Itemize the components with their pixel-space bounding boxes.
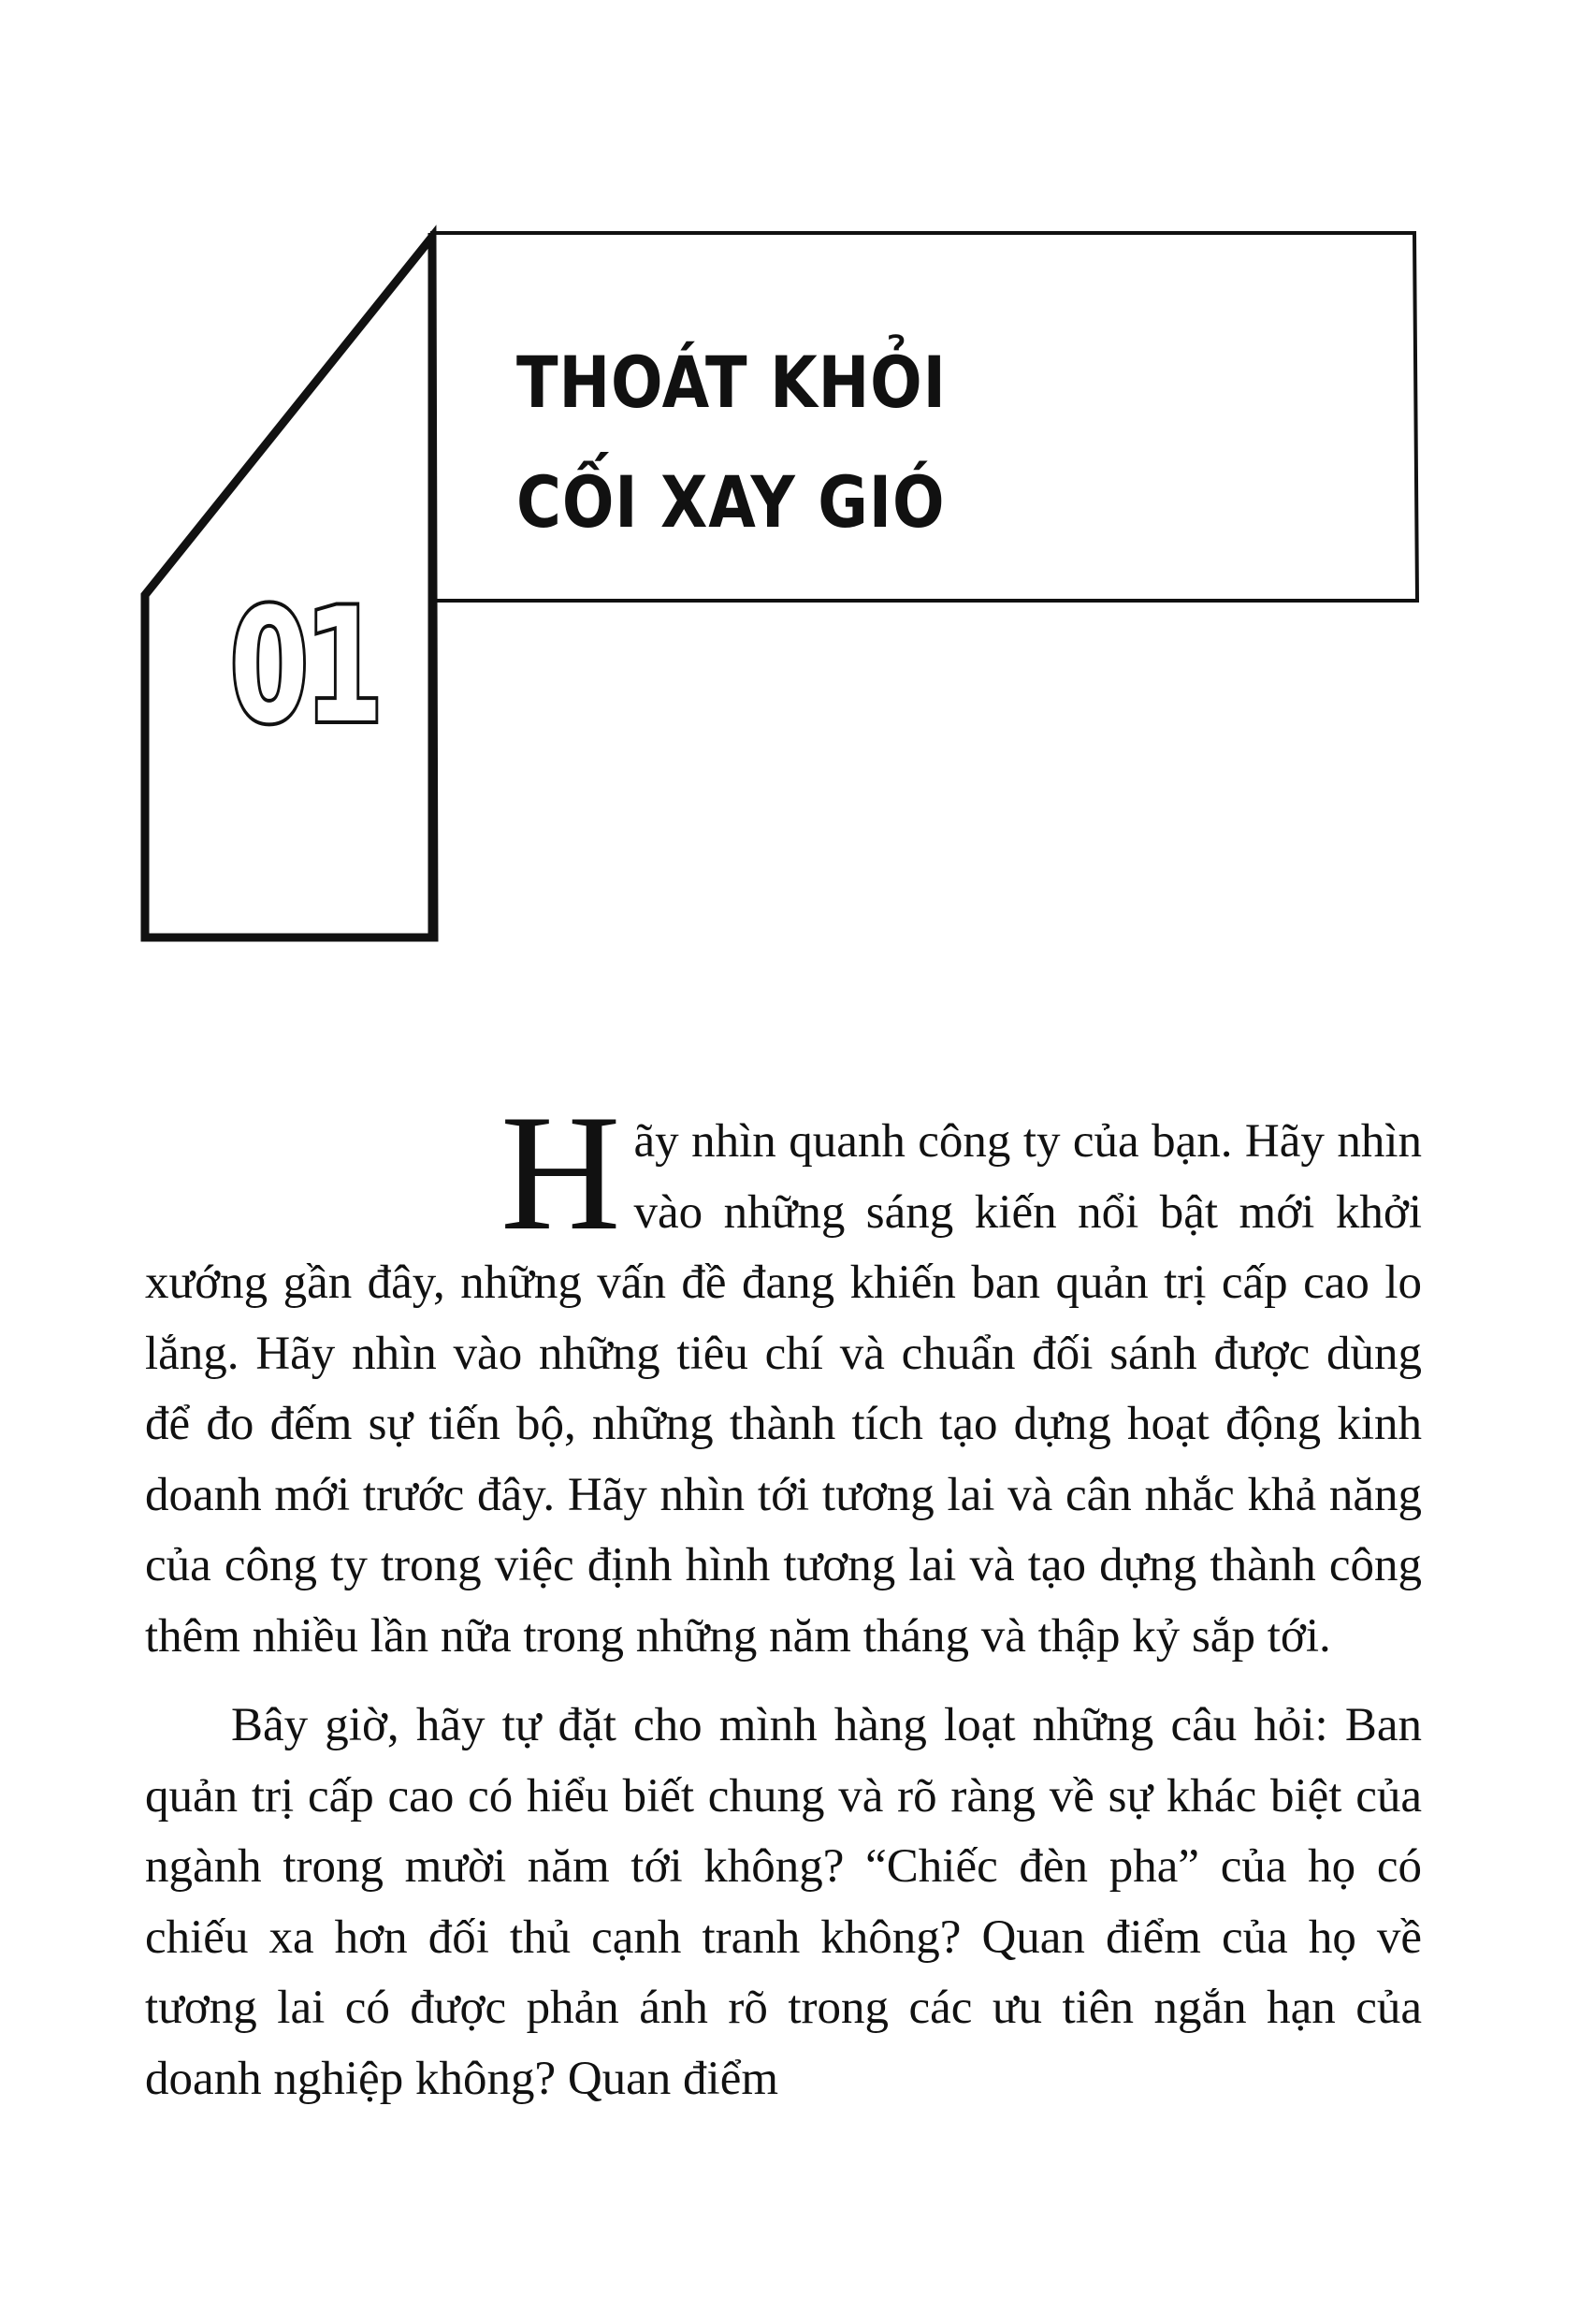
paragraph-2: Bây giờ, hãy tự đặt cho mình hàng loạt những câu hỏi: Ban quản trị cấp cao có hiểu biết chung và rõ ràng về sự khác biệt của ngành trong mười năm tới không? “Chiếc đèn pha” của họ có chiếu xa hơn đối thủ cạnh tranh không? Quan điểm của họ về tương lai có được phản ánh rõ trong các ưu tiên ngắn hạn của doanh nghiệp không? Quan điểm (145, 1699, 1422, 2105)
paragraph-1-indent (145, 1107, 500, 1247)
chapter-title-line-1: THOÁT KHỎI (516, 341, 947, 424)
drop-cap: H (500, 1080, 621, 1265)
body-text (145, 1080, 1422, 2114)
chapter-title-line-2: CỐI XAY GIÓ (516, 460, 946, 544)
chapter-number: 01 (229, 574, 380, 758)
paragraph-1 (145, 1080, 1422, 1672)
chapter-title (516, 323, 947, 562)
paragraph-1-text: ãy nhìn quanh công ty của bạn. Hãy nhìn vào những sáng kiến nổi bật mới khởi xướng gần đây, những vấn đề đang khiến ban quản trị cấp cao lo lắng. Hãy nhìn vào những tiêu chí và chuẩn đối sánh được dùng để đo đếm sự tiến bộ, những thành tích tạo dựng hoạt động kinh doanh mới trước đây. Hãy nhìn tới tương lai và cân nhắc khả năng của công ty trong việc định hình tương lai và tạo dựng thành công thêm nhiều lần nữa trong những năm tháng và thập kỷ sắp tới. (145, 1115, 1422, 1663)
